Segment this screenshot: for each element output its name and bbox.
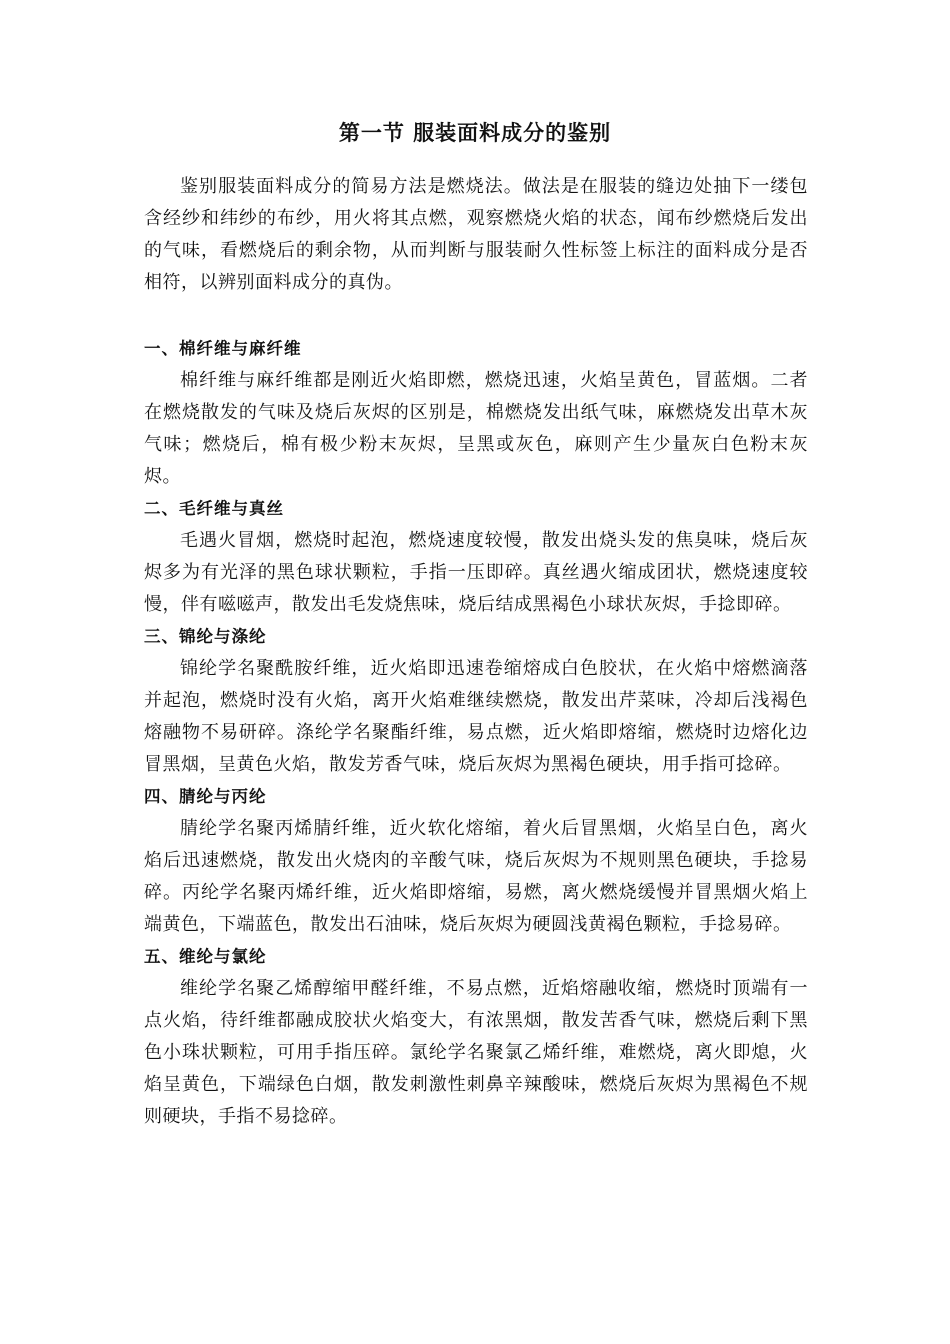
section-paragraph: 锦纶学名聚酰胺纤维，近火焰即迅速卷缩熔成白色胶状，在火焰中熔燃滴落并起泡，燃烧时没有火焰，离开火焰难继续燃烧，散发出芹菜味，冷却后浅褐色熔融物不易研碎。涤纶学名聚酯纤维，易点燃，近火焰即熔缩，燃烧时边熔化边冒黑烟，呈黄色火焰，散发芳香气味，烧后灰烬为黑褐色硬块，用手指可捻碎。: [144, 658, 808, 775]
section-paragraph: 棉纤维与麻纤维都是刚近火焰即燃，燃烧迅速，火焰呈黄色，冒蓝烟。二者在燃烧散发的气味及烧后灰烬的区别是，棉燃烧发出纸气味，麻燃烧发出草木灰气味；燃烧后，棉有极少粉末灰烬，呈黑或灰色，麻则产生少量灰白色粉末灰烬。: [144, 370, 808, 487]
section-vinylon-chlorofiber: [144, 941, 808, 1133]
section-paragraph: 毛遇火冒烟，燃烧时起泡，燃烧速度较慢，散发出烧头发的焦臭味，烧后灰烬多为有光泽的黑色球状颗粒，手指一压即碎。真丝遇火缩成团状，燃烧速度较慢，伴有嗞嗞声，散发出毛发烧焦味，烧后结成黑褐色小球状灰烬，手捻即碎。: [144, 530, 808, 615]
section-heading: 三、锦纶与涤纶: [144, 627, 267, 646]
document-body: [144, 171, 808, 1133]
section-heading: 四、腈纶与丙纶: [144, 787, 267, 806]
section-acrylic-polypropylene: [144, 781, 808, 941]
section-cotton-linen: [144, 333, 808, 493]
page-title: 第一节 服装面料成分的鉴别: [338, 121, 612, 145]
section-spacer: [144, 299, 808, 333]
intro-paragraph: 鉴别服装面料成分的简易方法是燃烧法。做法是在服装的缝边处抽下一缕包含经纱和纬纱的布纱，用火将其点燃，观察燃烧火焰的状态，闻布纱燃烧后发出的气味，看燃烧后的剩余物，从而判断与服装耐久性标签上标注的面料成分是否相符，以辨别面料成分的真伪。: [144, 176, 808, 293]
section-heading: 五、维纶与氯纶: [144, 947, 267, 966]
section-heading: 二、毛纤维与真丝: [144, 499, 284, 518]
section-heading: 一、棉纤维与麻纤维: [144, 339, 302, 358]
section-paragraph: 腈纶学名聚丙烯腈纤维，近火软化熔缩，着火后冒黑烟，火焰呈白色，离火焰后迅速燃烧，散发出火烧肉的辛酸气味，烧后灰烬为不规则黑色硬块，手捻易碎。丙纶学名聚丙烯纤维，近火焰即熔缩，易燃，离火燃烧缓慢并冒黑烟火焰上端黄色，下端蓝色，散发出石油味，烧后灰烬为硬圆浅黄褐色颗粒，手捻易碎。: [144, 818, 808, 935]
section-nylon-polyester: [144, 621, 808, 781]
section-paragraph: 维纶学名聚乙烯醇缩甲醛纤维，不易点燃，近焰熔融收缩，燃烧时顶端有一点火焰，待纤维都融成胶状火焰变大，有浓黑烟，散发苦香气味，燃烧后剩下黑色小珠状颗粒，可用手指压碎。氯纶学名聚氯乙烯纤维，难燃烧，离火即熄，火焰呈黄色，下端绿色白烟，散发刺激性刺鼻辛辣酸味，燃烧后灰烬为黑褐色不规则硬块，手指不易捻碎。: [144, 978, 808, 1127]
section-wool-silk: [144, 493, 808, 621]
